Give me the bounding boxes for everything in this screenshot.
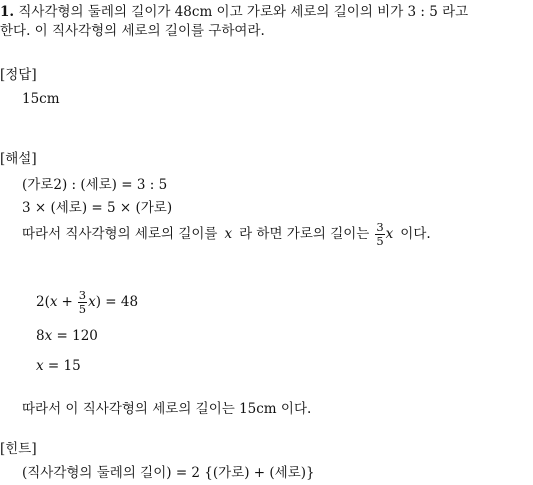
equation-3-rhs: = 15 (47, 358, 81, 374)
variable-x: x (49, 294, 58, 310)
solution-heading: [해설] (0, 151, 37, 167)
solution-line-3 (22, 216, 431, 252)
problem-number: 1. (0, 4, 15, 20)
equation-2 (36, 327, 98, 345)
fraction-numerator: 3 (376, 219, 384, 234)
equation-1 (36, 284, 138, 320)
problem-line-2: 한다. 이 직사각형의 세로의 길이를 구하여라. (0, 23, 265, 39)
solution-line-3-end: 이다. (400, 226, 431, 242)
fraction-three-fifths (375, 221, 384, 248)
fraction-denominator: 5 (376, 233, 384, 248)
variable-x: x (224, 226, 233, 242)
answer-heading: [정답] (0, 67, 37, 83)
equation-3 (36, 357, 81, 375)
answer-value: 15cm (22, 91, 60, 107)
problem-text-1: 직사각형의 둘레의 길이가 48cm 이고 가로와 세로의 길이의 비가 3 : 5 라고 (18, 4, 469, 20)
equation-2-coefficient: 8 (36, 328, 45, 344)
problem-line-1 (0, 3, 468, 21)
variable-x: x (385, 226, 394, 242)
solution-conclusion: 따라서 이 직사각형의 세로의 길이는 15cm 이다. (22, 401, 312, 417)
solution-line-1: (가로2) : (세로) = 3 : 5 (22, 177, 168, 193)
fraction-denominator: 5 (78, 301, 87, 316)
hint-heading: [힌트] (0, 441, 37, 457)
hint-formula: (직사각형의 둘레의 길이) = 2 {(가로) + (세로)} (22, 465, 315, 481)
fraction-three-fifths (78, 289, 87, 316)
equation-1-open: 2( (36, 294, 50, 310)
equation-1-close: ) = 48 (95, 294, 139, 310)
solution-line-3-middle: 라 하면 가로의 길이는 (239, 226, 370, 242)
fraction-numerator: 3 (78, 287, 87, 302)
plus-sign: + (61, 294, 73, 310)
equation-2-rhs: = 120 (56, 328, 98, 344)
variable-x: x (36, 358, 44, 374)
solution-line-3-text: 따라서 직사각형의 세로의 길이를 (22, 226, 218, 242)
variable-x: x (88, 294, 96, 310)
solution-line-2: 3 × (세로) = 5 × (가로) (22, 200, 173, 216)
variable-x: x (44, 328, 53, 344)
